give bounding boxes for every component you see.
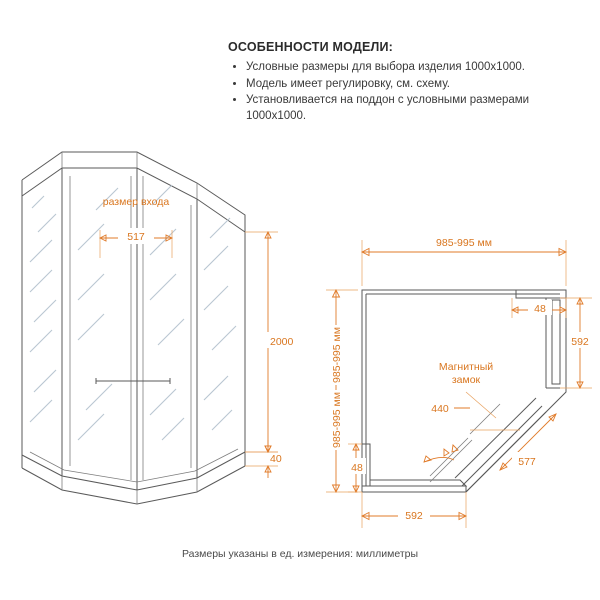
dim-plan-width: [362, 232, 566, 286]
dim-plan-height-value-bottom: 985-995 мм: [331, 392, 343, 448]
list-item: • Установливается на поддон с условными размерами 1000х1000.: [246, 93, 578, 124]
dim-height-value: 2000: [270, 336, 294, 348]
list-item: • Условные размеры для выбора изделия 1000х1000.: [246, 60, 578, 76]
dim-right-depth: [560, 298, 592, 388]
dim-diagonal-value: 577: [518, 456, 536, 468]
dim-door-opening-value: 440: [431, 403, 449, 415]
features-title: ОСОБЕННОСТИ МОДЕЛИ:: [228, 40, 393, 54]
dim-diagonal: [500, 414, 556, 470]
dim-plan-width-value: 985-995 мм: [436, 237, 492, 249]
footer-note: Размеры указаны в ед. измерения: миллиметры: [181, 548, 419, 560]
dim-offset-bottom-left-value: 48: [351, 462, 363, 474]
plan-view: [326, 232, 592, 528]
lock-label-line2: замок: [451, 374, 481, 386]
dim-offset-top-right-value: 48: [534, 303, 546, 315]
dim-right-depth-value: 592: [571, 336, 589, 348]
dim-entry-label: размер входа: [102, 196, 170, 208]
dim-offset-top-right: [512, 298, 566, 318]
dim-plan-height-value-top: 985-995 мм: [331, 327, 343, 383]
lock-label-line1: Магнитный: [438, 361, 494, 373]
dim-height: [245, 232, 294, 452]
glass-hatching: [30, 196, 56, 422]
dim-base-height: [245, 440, 282, 478]
dim-bottom-depth: [362, 492, 466, 528]
dim-entry-width-value: 517: [127, 231, 145, 243]
list-item: • Модель имеет регулировку, см. схему.: [246, 77, 578, 93]
perspective-view: [22, 152, 294, 504]
dim-base-height-value: 40: [270, 453, 282, 465]
dim-bottom-depth-value: 592: [405, 510, 423, 522]
dim-entry-width: [100, 228, 172, 258]
dim-door-opening: [424, 400, 520, 430]
dim-offset-bottom-left: [348, 444, 366, 492]
